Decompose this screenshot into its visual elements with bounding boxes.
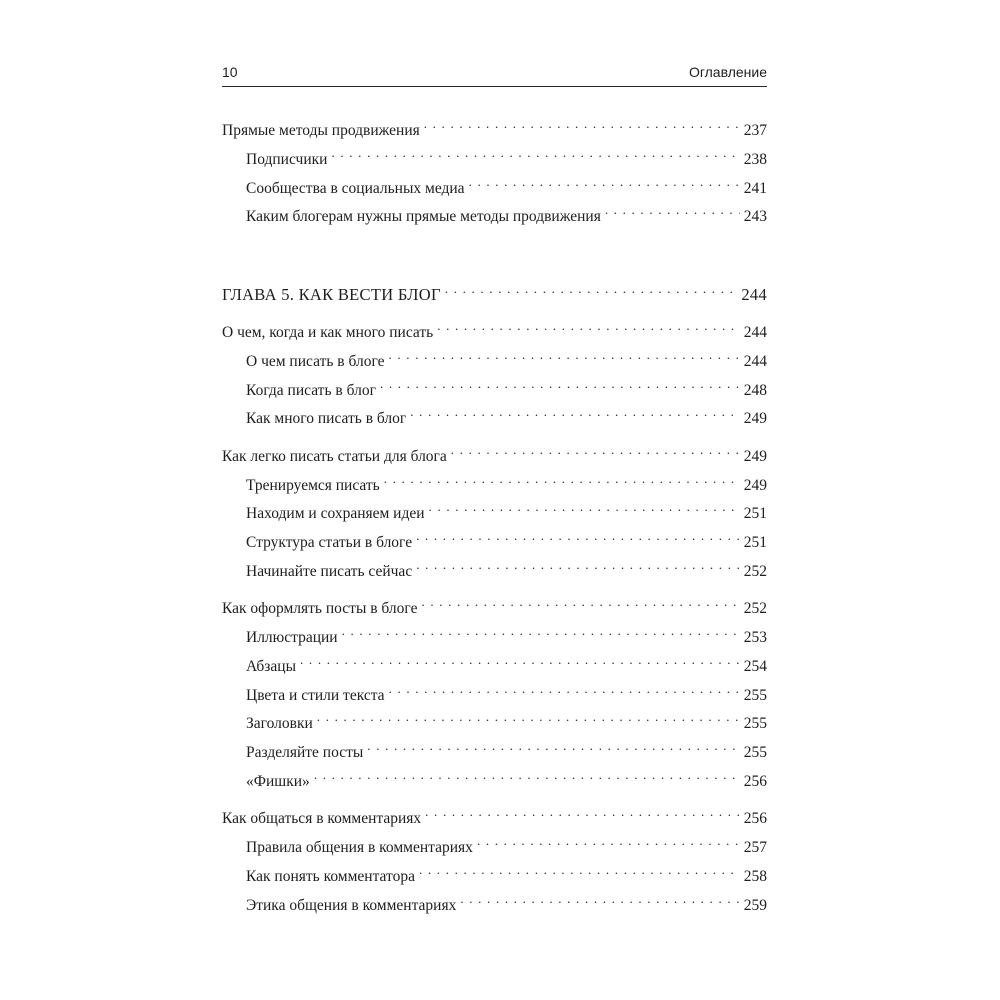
toc-entry-label: Как оформлять посты в блоге [222,600,418,617]
toc-entry-formatting-posts [222,591,767,617]
toc-entry-page: 252 [743,563,767,580]
toc-entry-page: 252 [743,600,767,617]
toc-entry-understand-commenter [246,859,767,885]
toc-entry-page: 244 [741,285,767,304]
toc-entry-page: 255 [743,744,767,761]
toc-entry-page: 253 [743,629,767,646]
toc-entry-article-structure [246,525,767,551]
toc-entry-label: Когда писать в блог [246,382,376,399]
toc-entry-label: Абзацы [246,658,297,675]
toc-entry-page: 255 [743,715,767,732]
toc-entry-page: 256 [743,810,767,827]
toc-entry-page: 237 [743,122,767,139]
toc-entry-practice-writing [246,468,767,494]
dot-leader [419,591,739,613]
toc-entry-headings [246,706,767,732]
toc-entry-subscribers [246,142,767,168]
dot-leader [458,888,739,910]
toc-entry-comment-ethics [246,888,767,914]
dot-leader [312,764,740,786]
dot-leader [417,859,740,881]
toc-entry-page: 254 [743,658,767,675]
toc-entry-page: 244 [743,324,767,341]
toc-entry-label: Как много писать в блог [246,410,407,427]
toc-entry-label: Иллюстрации [246,629,338,646]
toc-entry-label: Разделяйте посты [246,744,364,761]
toc-entry-tricks [246,764,767,790]
toc-entry-how-much-to-write [246,401,767,427]
dot-leader [340,620,740,642]
toc-entry-when-to-write [246,373,767,399]
toc-entry-label: О чем писать в блоге [246,353,385,370]
dot-leader [378,373,740,395]
dot-leader [603,199,740,221]
toc-entry-what-when-how [222,315,767,341]
dot-leader [387,344,740,366]
toc-entry-label: Цвета и стили текста [246,687,385,704]
section-title: Оглавление [688,64,767,80]
dot-leader [449,439,740,461]
toc-entry-page: 256 [743,773,767,790]
toc-entry-page: 238 [743,151,767,168]
toc-entry-page: 249 [743,410,767,427]
page-number: 10 [222,64,238,80]
toc-entry-page: 249 [743,448,767,465]
toc-chapter-label: ГЛАВА 5. КАК ВЕСТИ БЛОГ [222,285,441,304]
dot-leader [414,525,740,547]
dot-leader [475,830,740,852]
dot-leader [365,735,739,757]
toc-entry-label: Как понять комментатора [246,868,415,885]
toc-entry-page: 257 [743,839,767,856]
toc-chapter-5 [222,278,767,304]
toc-entry-page: 255 [743,687,767,704]
toc-entry-page: 251 [743,534,767,551]
toc-entry-label: Этика общения в комментариях [246,897,457,914]
dot-leader [435,315,740,337]
dot-leader [423,801,740,823]
toc-entry-page: 241 [743,180,767,197]
toc-entry-label: Как легко писать статьи для блога [222,448,447,465]
running-header [222,62,767,87]
toc-entry-page: 248 [743,382,767,399]
dot-leader [315,706,740,728]
toc-entry-label: Как общаться в комментариях [222,810,422,827]
toc-entry-label: Правила общения в комментариях [246,839,473,856]
toc-entry-label: «Фишки» [246,773,310,790]
toc-entry-start-writing-now [246,554,767,580]
dot-leader [298,649,740,671]
dot-leader [329,142,739,164]
toc-entry-colors-styles [246,678,767,704]
toc-entry-page: 251 [743,505,767,522]
toc-entry-social-communities [246,171,767,197]
toc-entry-page: 244 [743,353,767,370]
dot-leader [414,554,740,576]
toc-entry-comment-rules [246,830,767,856]
toc-entry-page: 243 [743,208,767,225]
toc-entry-label: Структура статьи в блоге [246,534,413,551]
toc-entry-which-bloggers [246,199,767,225]
toc-entry-label: Заголовки [246,715,313,732]
dot-leader [467,171,740,193]
toc-entry-split-posts [246,735,767,761]
toc-entry-label: О чем, когда и как много писать [222,324,434,341]
toc-entry-label: Тренируемся писать [246,477,380,494]
toc-entry-label: Каким блогерам нужны прямые методы продвижения [246,208,601,225]
toc-entry-label: Начинайте писать сейчас [246,563,413,580]
toc-entry-label: Сообщества в социальных медиа [246,180,465,197]
dot-leader [408,401,739,423]
toc-entry-label: Прямые методы продвижения [222,122,420,139]
toc-entry-label: Находим и сохраняем идеи [246,505,425,522]
toc-entry-page: 258 [743,868,767,885]
dot-leader [443,278,738,300]
dot-leader [382,468,740,490]
toc-entry-direct-promotion [222,113,767,139]
toc-entry-easy-writing [222,439,767,465]
toc-entry-paragraphs [246,649,767,675]
toc-entry-comments [222,801,767,827]
toc-entry-page: 259 [743,897,767,914]
dot-leader [427,496,740,518]
toc-entry-label: Подписчики [246,151,328,168]
toc-entry-find-save-ideas [246,496,767,522]
dot-leader [387,678,740,700]
toc-entry-what-to-write [246,344,767,370]
toc-entry-page: 249 [743,477,767,494]
toc-entry-illustrations [246,620,767,646]
dot-leader [422,113,740,135]
